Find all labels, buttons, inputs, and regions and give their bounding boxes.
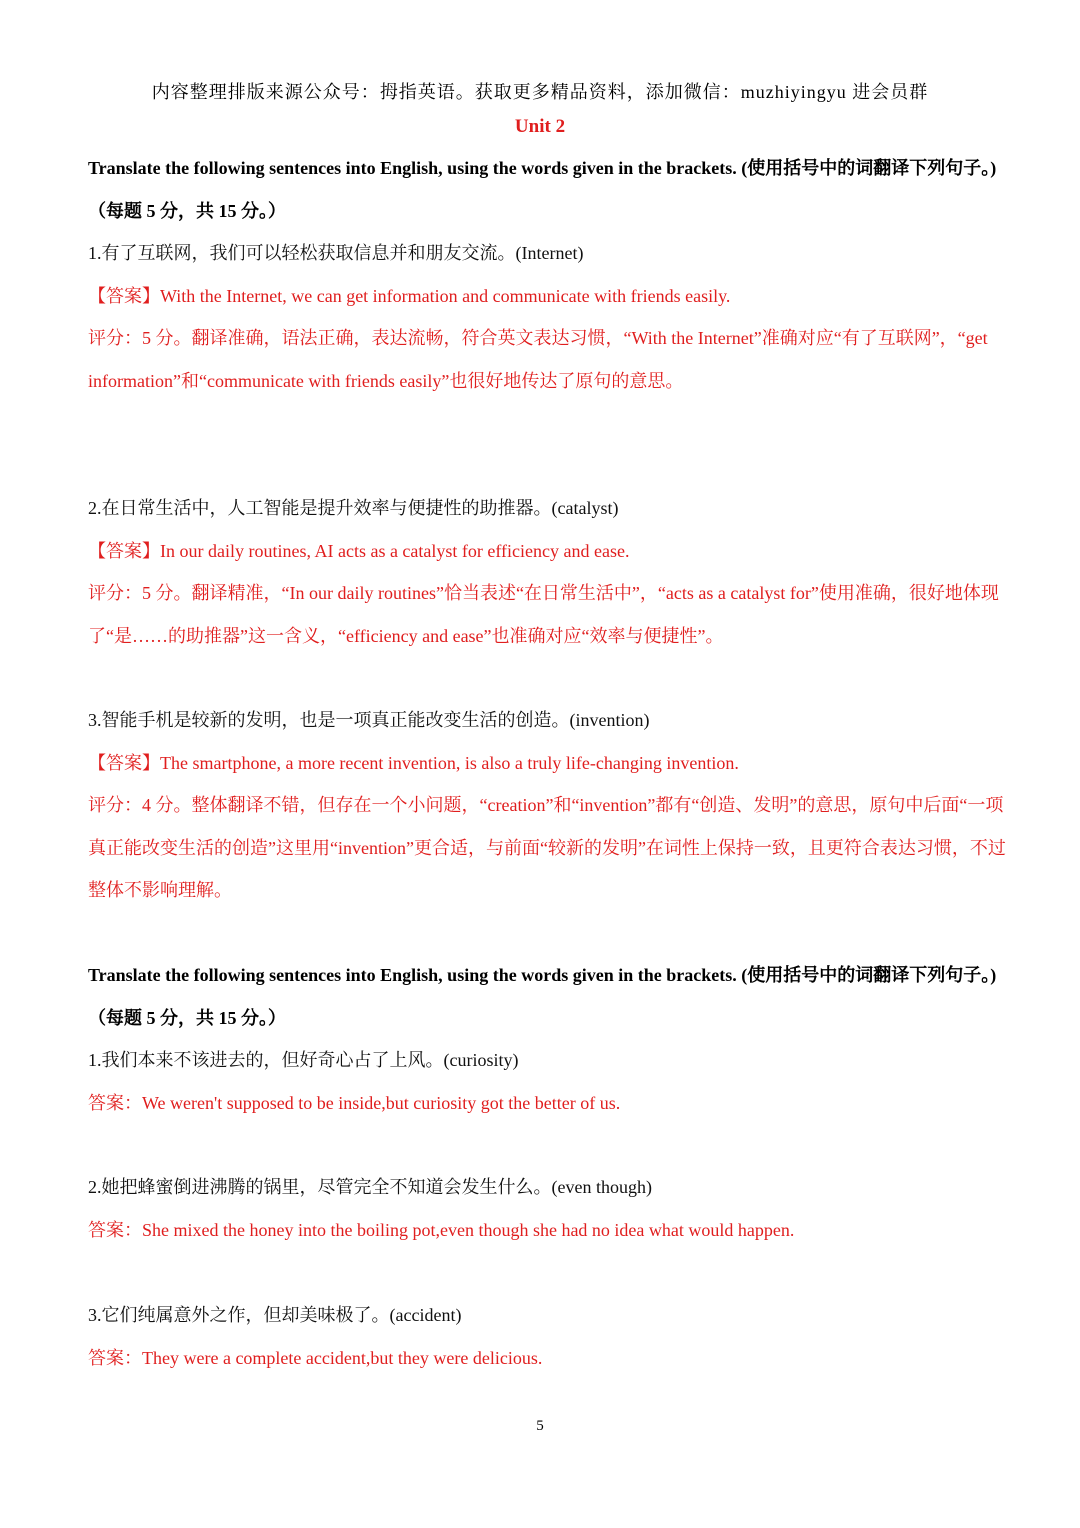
- section-1: [88, 147, 1006, 402]
- question-text: 2.她把蜂蜜倒进沸腾的锅里，尽管完全不知道会发生什么。(even though): [88, 1177, 652, 1197]
- score-comment: 评分：4 分。整体翻译不错，但存在一个小问题，“creation”和“invention”都有“创造、发明”的意思，原句中后面“一项真正能改变生活的创造”这里用“invention”更合适，与前面“较新的发明”在词性上保持一致，且更符合表达习惯，不过整体不影响理解。: [88, 795, 1006, 900]
- question-text: 3.智能手机是较新的发明，也是一项真正能改变生活的创造。(invention): [88, 710, 650, 730]
- section-2-item-2: [88, 1166, 1006, 1251]
- section-1-item-2: [88, 487, 1006, 657]
- question-text: 3.它们纯属意外之作，但却美味极了。(accident): [88, 1305, 462, 1325]
- question-text: 1.我们本来不该进去的，但好奇心占了上风。(curiosity): [88, 1050, 519, 1070]
- page-number: 5: [536, 1418, 544, 1434]
- question-text: 1.有了互联网，我们可以轻松获取信息并和朋友交流。(Internet): [88, 243, 584, 263]
- score-comment: 评分：5 分。翻译精准，“In our daily routines”恰当表述“在日常生活中”，“acts as a catalyst for”使用准确，很好地体现了“是……的助推器”这一含义，“efficiency and ease”也准确对应“效率与便捷性”。: [88, 583, 999, 646]
- section-heading: Translate the following sentences into English, using the words given in the brackets. (使用括号中的词翻译下列句子。)（每题 5 分，共 15 分。）: [88, 965, 997, 1028]
- score-comment: 评分：5 分。翻译准确，语法正确，表达流畅，符合英文表达习惯，“With the Internet”准确对应“有了互联网”，“get information”和“communicate with friends easily”也很好地传达了原句的意思。: [88, 328, 988, 391]
- answer-text: 【答案】In our daily routines, AI acts as a catalyst for efficiency and ease.: [88, 540, 630, 561]
- answer-text: 答案：They were a complete accident,but they were delicious.: [88, 1347, 543, 1368]
- section-1-item-3: [88, 699, 1006, 912]
- answer-text: 答案：She mixed the honey into the boiling pot,even though she had no idea what would happen.: [88, 1219, 795, 1240]
- section-2-item-3: [88, 1294, 1006, 1379]
- header-note: 内容整理排版来源公众号：拇指英语。获取更多精品资料，添加微信：muzhiyingyu 进会员群: [151, 82, 929, 102]
- question-text: 2.在日常生活中，人工智能是提升效率与便捷性的助推器。(catalyst): [88, 498, 619, 518]
- unit-title: Unit 2: [514, 116, 566, 137]
- answer-text: 【答案】The smartphone, a more recent invention, is also a truly life-changing invention.: [88, 752, 739, 773]
- section-heading: Translate the following sentences into English, using the words given in the brackets. (使用括号中的词翻译下列句子。)（每题 5 分，共 15 分。）: [88, 158, 997, 221]
- answer-text: 答案：We weren't supposed to be inside,but curiosity got the better of us.: [88, 1092, 621, 1113]
- section-2: [88, 954, 1006, 1124]
- answer-text: 【答案】With the Internet, we can get information and communicate with friends easily.: [88, 285, 731, 306]
